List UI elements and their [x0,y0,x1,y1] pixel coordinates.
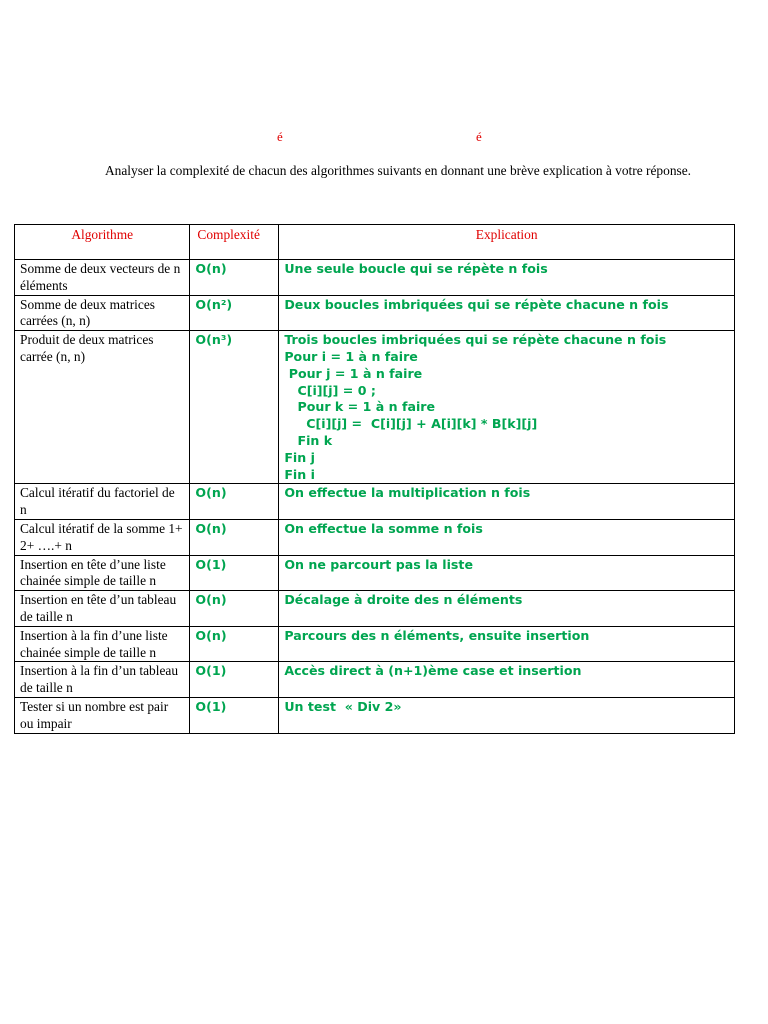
pseudocode-line: Pour k = 1 à n faire [284,399,436,415]
table-row [15,662,735,698]
instruction-text: Analyser la complexité de chacun des algorithmes suivants en donnant une brève explication à votre réponse. [105,163,692,178]
explanation-text: On effectue la somme n fois [284,520,483,536]
complexity-table [14,224,735,734]
complexity-cell: O(n) [190,591,279,627]
explanation-cell [279,484,735,520]
pseudocode-line: Fin i [284,466,315,482]
pseudocode-line: Pour i = 1 à n faire [284,348,418,364]
explanation-cell [279,662,735,698]
header-accent-mark: é [476,129,482,144]
table-row [15,555,735,591]
table-row [15,484,735,520]
explanation-cell [279,555,735,591]
pseudocode-line: Pour j = 1 à n faire [284,365,423,381]
algorithm-cell: Insertion en tête d’un tableau de taille n [15,591,190,627]
table-row [15,519,735,555]
column-header-explanation: Explication [279,225,735,260]
complexity-cell: O(n) [190,519,279,555]
explanation-text: Deux boucles imbriquées qui se répète chacune n fois [284,296,669,312]
algorithm-cell: Calcul itératif du factoriel de n [15,484,190,520]
explanation-text: On effectue la multiplication n fois [284,485,531,501]
complexity-cell: O(n³) [190,331,279,484]
explanation-cell [279,697,735,733]
explanation-text: Une seule boucle qui se répète n fois [284,261,548,276]
complexity-cell: O(1) [190,697,279,733]
pseudocode-line: Fin j [284,449,315,465]
complexity-cell: O(1) [190,662,279,698]
pseudocode-line: Fin k [284,432,333,448]
explanation-cell [279,295,735,331]
algorithm-cell: Produit de deux matrices carrée (n, n) [15,331,190,484]
table-row [15,260,735,296]
explanation-text: Un test « Div 2» [284,698,402,714]
table-row [15,626,735,662]
algorithm-cell: Somme de deux vecteurs de n éléments [15,260,190,296]
header-accent-mark: é [277,129,283,144]
table-row [15,295,735,331]
column-header-algorithm: Algorithme [15,225,190,260]
explanation-cell [279,331,735,484]
complexity-cell: O(n) [190,260,279,296]
table-row [15,331,735,484]
algorithm-cell: Insertion à la fin d’une liste chainée simple de taille n [15,626,190,662]
algorithm-cell: Insertion à la fin d’un tableau de taille n [15,662,190,698]
table-row [15,591,735,627]
complexity-cell: O(n) [190,626,279,662]
column-header-complexity: Complexité [190,225,279,260]
explanation-cell [279,260,735,296]
table-header-row [15,225,735,260]
complexity-cell: O(1) [190,555,279,591]
explanation-text: Trois boucles imbriquées qui se répète chacune n fois [284,332,667,348]
algorithm-cell: Insertion en tête d’une liste chainée simple de taille n [15,555,190,591]
complexity-cell: O(n) [190,484,279,520]
explanation-text: On ne parcourt pas la liste [284,556,473,572]
pseudocode-line: C[i][j] = 0 ; [284,382,376,398]
explanation-text: Décalage à droite des n éléments [284,592,523,608]
explanation-cell [279,591,735,627]
algorithm-cell: Tester si un nombre est pair ou impair [15,697,190,733]
explanation-text: Parcours des n éléments, ensuite insertion [284,627,590,643]
explanation-text: Accès direct à (n+1)ème case et insertion [284,663,582,679]
complexity-cell: O(n²) [190,295,279,331]
explanation-cell [279,626,735,662]
algorithm-cell: Somme de deux matrices carrées (n, n) [15,295,190,331]
pseudocode-line: C[i][j] = C[i][j] + A[i][k] * B[k][j] [284,416,538,432]
algorithm-cell: Calcul itératif de la somme 1+ 2+ ….+ n [15,519,190,555]
explanation-cell [279,519,735,555]
table-row [15,697,735,733]
